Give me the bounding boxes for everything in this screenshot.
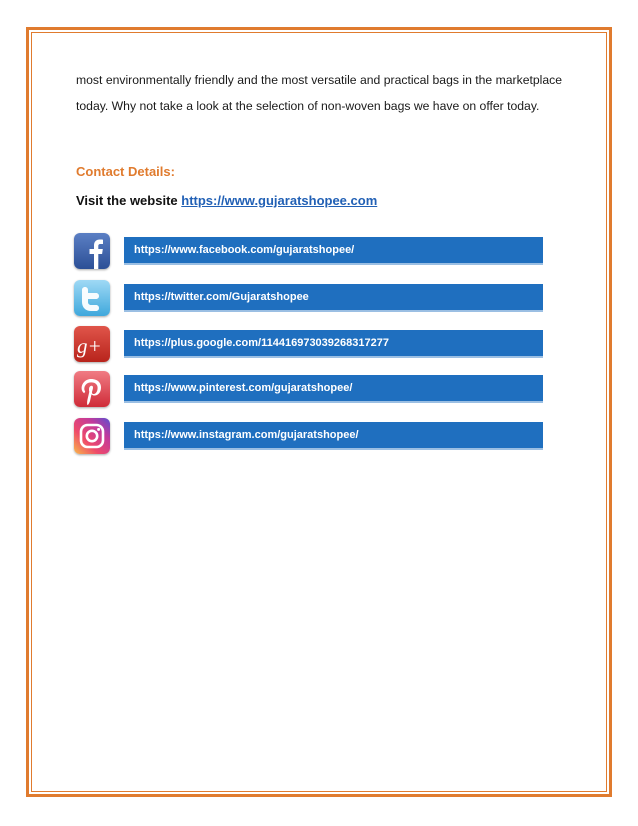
- social-row-google-plus: [74, 326, 546, 362]
- facebook-link[interactable]: https://www.facebook.com/gujaratshopee/: [124, 237, 543, 265]
- social-row-facebook: [74, 233, 546, 269]
- pinterest-icon[interactable]: [74, 371, 110, 407]
- facebook-icon[interactable]: [74, 233, 110, 269]
- visit-website-line: [76, 193, 377, 208]
- twitter-link[interactable]: https://twitter.com/Gujaratshopee: [124, 284, 543, 312]
- website-link[interactable]: https://www.gujaratshopee.com: [181, 193, 378, 208]
- svg-text:g+: g+: [77, 334, 102, 358]
- google-plus-link[interactable]: https://plus.google.com/114416973039268317277: [124, 330, 543, 358]
- instagram-icon[interactable]: [74, 418, 110, 454]
- visit-label: Visit the website: [76, 193, 178, 208]
- contact-heading: Contact Details:: [76, 164, 175, 179]
- body-paragraph-line-2: today. Why not take a look at the selection of non-woven bags we have on offer today.: [76, 99, 540, 113]
- page-border: [26, 27, 612, 797]
- google-plus-icon[interactable]: [74, 326, 110, 362]
- body-paragraph-line-1: most environmentally friendly and the most versatile and practical bags in the marketplace: [76, 73, 562, 87]
- pinterest-link[interactable]: https://www.pinterest.com/gujaratshopee/: [124, 375, 543, 403]
- twitter-icon[interactable]: [74, 280, 110, 316]
- social-row-twitter: [74, 280, 546, 316]
- instagram-link[interactable]: https://www.instagram.com/gujaratshopee/: [124, 422, 543, 450]
- social-row-pinterest: [74, 371, 546, 407]
- social-row-instagram: [74, 418, 546, 454]
